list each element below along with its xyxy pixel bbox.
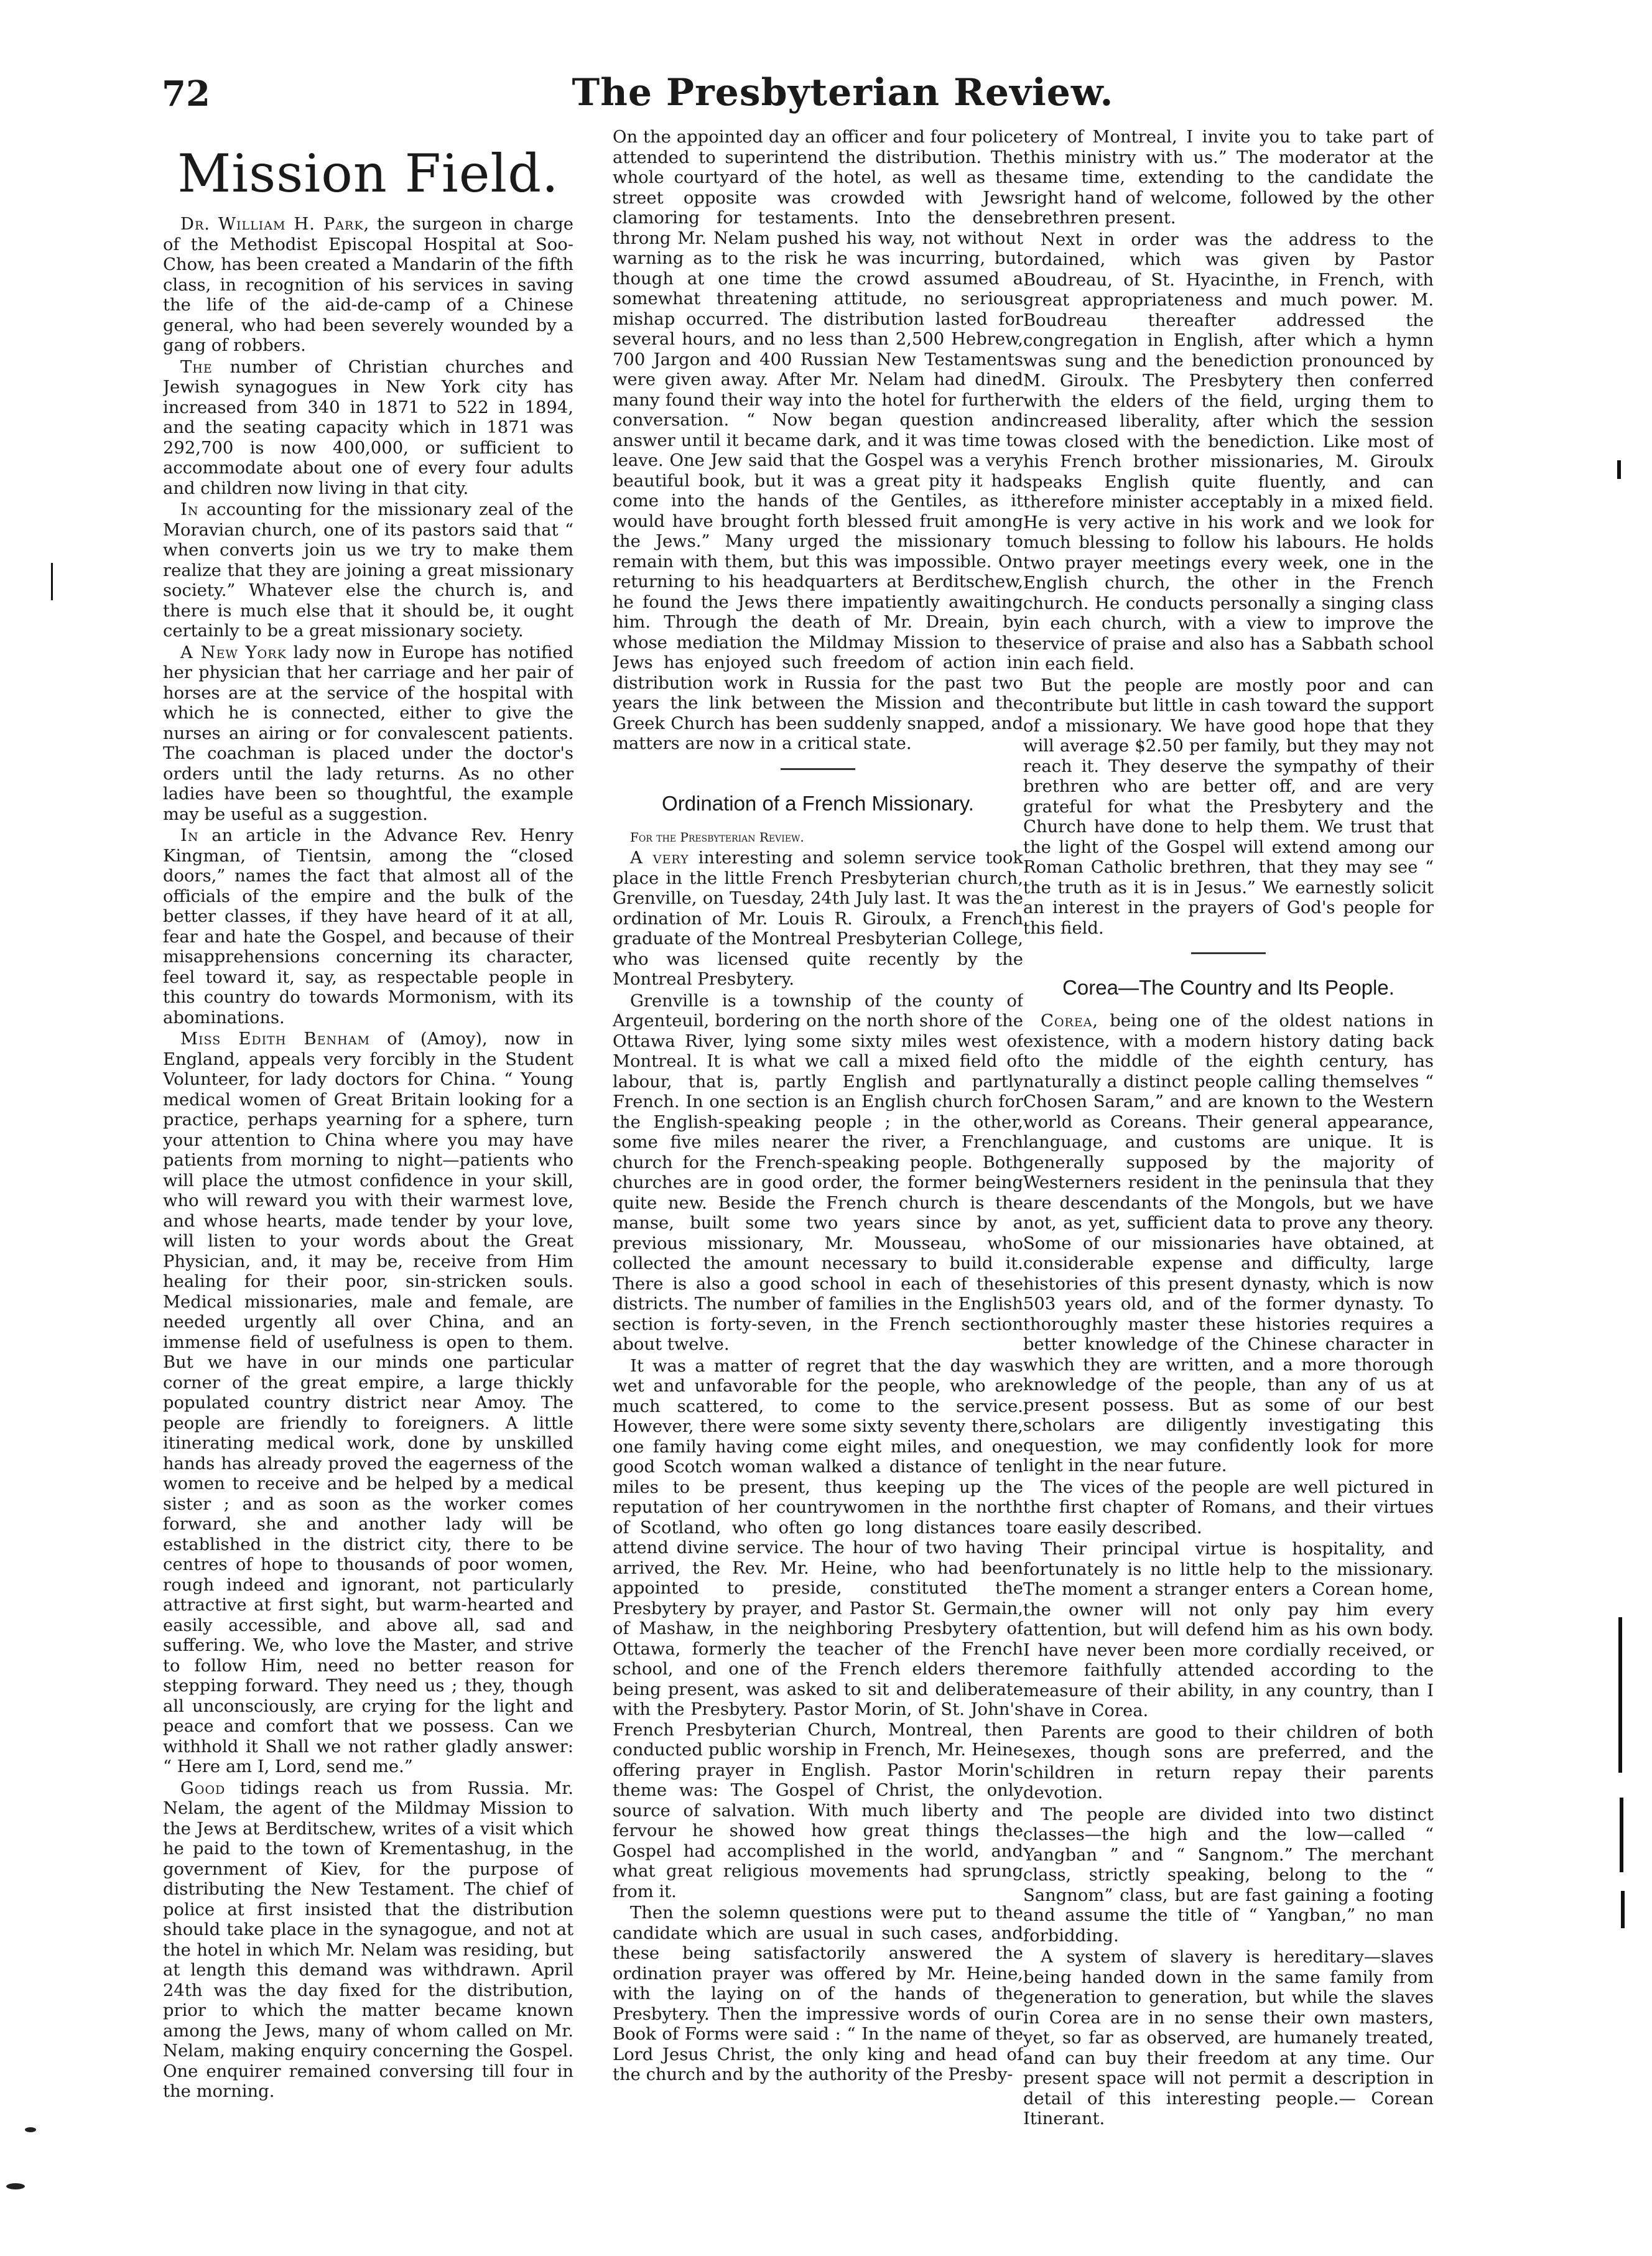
paragraph: The vices of the people are well pictured in the first chapter of Romans, and their virtues are easily described. <box>1023 1477 1434 1538</box>
column-1 <box>163 128 573 2180</box>
section-title-mission-field: Mission Field. <box>177 143 559 204</box>
scan-speck <box>25 2127 36 2132</box>
paragraph <box>163 215 573 356</box>
article-heading-corea: Corea—The Country and Its People. <box>1062 976 1394 999</box>
paragraph <box>163 358 573 499</box>
lead-in: Dr. William H. Park, <box>180 215 370 234</box>
lead-in: In <box>180 826 199 845</box>
lead-in: Corea, <box>1041 1011 1099 1031</box>
paragraph: Next in order was the address to the ordained, which was given by Pastor Boudreau, of St. Hyacinthe, in French, with great appropriateness and much power. M. Boudreau thereafter addressed the congregation in English, after which a hymn was sung and the benediction pronounced by M. Giroulx. The Presbytery then conferred with the elders of the field, urging them to increased liberality, after which the session was closed with the benediction. Like most of his French brother missionaries, M. Giroulx speaks English quite fluently, and can therefore minister acceptably in a mixed field. He is very active in his work and we look for much blessing to follow his labours. He holds two prayer meetings every week, one in the English church, the other in the French church. He conducts personally a singing class in each church, with a view to improve the service of praise and also has a Sabbath school in each field. <box>1023 230 1434 674</box>
column-2 <box>613 128 1023 2180</box>
paragraph: It was a matter of regret that the day was wet and unfavorable for the people, who are much scattered, to come to the service. However, there were some sixty seventy there, one family having come eight miles, and one good Scotch woman walked a distance of ten miles to be present, thus keeping up the reputation of her countrywomen in the north of Scotland, who often go long distances to attend divine service. The hour of two having arrived, the Rev. Mr. Heine, who had been appointed to preside, constituted the Presbytery by prayer, and Pastor St. Germain, of Mashaw, in the neighboring Presbytery of Ottawa, formerly the teacher of the French school, and one of the French elders there being present, was asked to sit and deliberate with the Presbytery. Pastor Morin, of St. John's French Presbyterian Church, Montreal, then conducted public worship in French, Mr. Heine offering prayer in English. Pastor Morin's theme was: The Gospel of Christ, the only source of salvation. With much liberty and fervour he showed how great things the Gospel had accomplished in the world, and what great religious movements had sprung from it. <box>613 1356 1023 1901</box>
scan-edge-mark <box>1617 460 1621 479</box>
paragraph-text: the surgeon in charge of the Methodist Episcopal Hospital at Soo-Chow, has been created a Mandarin of the fifth class, in recognition of his services in saving the life of the aid-de-camp of a Chinese general, who had been severely wounded by a gang of robbers. <box>163 215 573 355</box>
paragraph: Grenville is a township of the county of Argenteuil, bordering on the north shore of the Ottawa River, lying some sixty miles west of Montreal. It is what we call a mixed field of labour, that is, partly English and partly French. In one section is an English church for the English-speaking people ; in the other, some five miles nearer the river, a French church for the French-speaking people. Both churches are in good order, the former being quite new. Beside the French church is the manse, built some two years since by a previous missionary, Mr. Mousseau, who collected the amount necessary to build it. There is also a good school in each of these districts. The number of families in the English section is forty-seven, in the French section about twelve. <box>613 991 1023 1354</box>
paragraph: tery of Montreal, I invite you to take part of this ministry with us.” The moderator at the same time, extending to the candidate the right hand of welcome, followed by the other brethren present. <box>1023 128 1434 228</box>
paragraph-text: interesting and solemn service took place in the little French Presbyterian church, Grenville, on Tuesday, 24th July last. It was the ordination of Mr. Louis R. Giroulx, a French graduate of the Montreal Presbyterian College, who was licensed quite recently by the Montreal Presbytery. <box>613 848 1023 989</box>
lead-in: The <box>180 357 213 377</box>
scan-edge-mark <box>1621 1891 1625 1928</box>
paragraph <box>1023 1011 1434 1477</box>
lead-in: Good <box>180 1778 226 1798</box>
paragraph-text: being one of the oldest nations in existence, with a modern history dating back to the middle of the eighth century, has naturally a distinct people calling themselves “ Chosen Saram,” and are known to the Western world as Coreans. Their general appearance, language, and customs are unique. It is generally supposed by the majority of Westerners resident in the peninsula that they are descendants of the Mongols, but we have not, as yet, sufficient data to prove any theory. Some of our missionaries have obtained, at considerable expense and difficulty, large histories of this present dynasty, which is now 503 years old, and of the former dynasty. To thoroughly master these histories requires a better knowledge of the Chinese character in which they are written, and a more thorough knowledge of the people, than any of us at present possess. But as some of our best scholars are diligently investigating this question, we may confidently look for more light in the near future. <box>1023 1011 1434 1475</box>
paragraph <box>1023 1947 1434 2130</box>
scan-edge-mark <box>51 563 53 600</box>
paragraph <box>163 826 573 1028</box>
scan-edge-mark <box>1620 1798 1623 1872</box>
paragraph <box>613 848 1023 990</box>
lead-in: A New York <box>180 643 287 662</box>
paragraph-text: tidings reach us from Russia. Mr. Nelam, the agent of the Mildmay Mission to the Jews at Berditschew, writes of a visit which he paid to the town of Krementashug, in the government of Kiev, for the purpose of distributing the New Testament. The chief of police at first insisted that the distribution should take place in the synagogue, and not at the hotel in which Mr. Nelam was residing, but at length this demand was withdrawn. April 24th was the day fixed for the distribution, prior to which the matter became known among the Jews, many of whom called on Mr. Nelam, making enquiry concerning the Gospel. One enquirer remained conversing till four in the morning. <box>163 1778 573 2101</box>
paragraph-text: accounting for the missionary zeal of the Moravian church, one of its pastors said that “ when converts join us we try to make them realize that they are joining a great missionary society.” Whatever else the church is, and there is much else that it should be, it ought certainly to be a great missionary society. <box>163 500 573 641</box>
paragraph <box>163 643 573 825</box>
paragraph-text: lady now in Europe has notified her physician that her carriage and her pair of horses are at the service of the hospital with which he is connected, either to give the nurses an airing or for convalescent patients. The coachman is placed under the doctor's orders until the lady returns. As no other ladies have been so thoughtful, the example may be useful as a suggestion. <box>163 643 573 824</box>
paragraph <box>163 1779 573 2102</box>
lead-in: Miss Edith Benham <box>180 1029 370 1049</box>
scan-edge-mark <box>1618 1617 1622 1773</box>
signature: Corean Itinerant. <box>1023 2089 1434 2128</box>
article-heading-ordination: Ordination of a French Missionary. <box>662 791 974 815</box>
paragraph: Parents are good to their children of both sexes, though sons are preferred, and the children in return repay their parents devotion. <box>1023 1722 1434 1803</box>
paragraph: The people are divided into two distinct classes—the high and the low—called “ Yangban ” and “ Sangnom.” The merchant class, strictly speaking, belong to the “ Sangnom” class, but are fast gaining a footing and assume the title of “ Yangban,” no man forbidding. <box>1023 1804 1434 1946</box>
paragraph-text: of (Amoy), now in England, appeals very forcibly in the Student Volunteer, for lady doctors for China. “ Young medical women of Great Britain looking for a practice, perhaps yearning for a sphere, turn your attention to China where you may have patients from morning to night—patients who will place the utmost confidence in your skill, who will reward you with their warmest love, and whose hearts, made tender by your love, will listen to your words about the Great Physician, and, it may be, receive from Him healing for their poor, sin-stricken souls. Medical missionaries, male and female, are needed urgently all over China, and an immense field of usefulness is open to them. But we have in our minds one particular corner of the great empire, a large thickly populated country district near Amoy. The people are friendly to foreigners. A little itinerating medical work, done by unskilled hands has already proved the eagerness of the women to receive and be helped by a medical sister ; and as soon as the worker comes forward, she and another lady will be established in the district city, there to be centres of hope to thousands of poor women, rough indeed and ignorant, not particularly attractive at first sight, but warm-hearted and easily accessible, and above all, sad and suffering. We, who love the Master, and strive to follow Him, need no better reason for stepping forward. They need us ; they, though all unconsciously, are crying for the light and peace and comfort that we possess. Can we withhold it Shall we not rather gladly answer: “ Here am I, Lord, send me.” <box>163 1029 573 1776</box>
scan-speck <box>6 2183 25 2189</box>
paragraph-text: A system of slavery is hereditary—slaves being handed down in the same family from generation to generation, but while the slaves in Corea are in no sense their own masters, yet, so far as observed, are humanely treated, and can buy their freedom at any time. Our present space will not permit a description in detail of this interesting people.— <box>1023 1947 1434 2109</box>
paragraph-text: number of Christian churches and Jewish synagogues in New York city has increased from 340 in 1871 to 522 in 1894, and the seating capacity which in 1871 was 292,700 is now 400,000, or sufficient to accommodate about one of every four adults and children now living in that city. <box>163 357 573 498</box>
page-header <box>162 73 1524 129</box>
paragraph: On the appointed day an officer and four police attended to superintend the distribution. The whole courtyard of the hotel, as well as the street opposite was crowded with Jews clamoring for testaments. Into the dense throng Mr. Nelam pushed his way, not without warning as to the risk he was incurring, but though at one time the crowd assumed a somewhat threatening attitude, no serious mishap occurred. The distribution lasted for several hours, and no less than 2,500 Hebrew, 700 Jargon and 400 Russian New Testaments were given away. After Mr. Nelam had dined many found their way into the hotel for further conversation. “ Now began question and answer until it became dark, and it was time to leave. One Jew said that the Gospel was a very beautiful book, but it was a great pity it had come into the hands of the Gentiles, as it would have brought forth blessed fruit among the Jews.” Many urged the missionary to remain with them, but this was impossible. On returning to his headquarters at Berditschew, he found the Jews there impatiently awaiting him. Through the death of Mr. Dreain, by whose mediation the Mildmay Mission to the Jews has enjoyed such freedom of action in distribution work in Russia for the past two years the link between the Mission and the Greek Church has been suddenly snapped, and matters are now in a critical state. <box>613 128 1023 753</box>
paragraph <box>163 1029 573 1778</box>
lead-in: In <box>180 500 199 519</box>
byline: For the Presbyterian Review. <box>630 829 804 845</box>
paragraph: Their principal virtue is hospitality, and fortunately is no little help to the missionary. The moment a stranger enters a Corean home, the owner will not only pay him every attention, but will defend him as his own body. I have never been more cordially received, or more faithfully attended according to the measure of their ability, in any country, than I have in Corea. <box>1023 1539 1434 1720</box>
paragraph <box>163 500 573 642</box>
page-number: 72 <box>162 73 210 114</box>
paragraph-text: an article in the Advance Rev. Henry Kingman, of Tientsin, among the “closed doors,” names the fact that almost all of the officials of the empire and the bulk of the better classes, if they have heard of it at all, fear and hate the Gospel, and because of their misapprehensions concerning its character, feel toward it, say, as respectable people in this country do towards Mormonism, with its abominations. <box>163 826 573 1028</box>
section-divider <box>781 768 855 770</box>
column-3 <box>1023 128 1434 2180</box>
running-title: The Presbyterian Review. <box>572 71 1114 114</box>
section-divider <box>1191 952 1266 954</box>
paragraph: But the people are mostly poor and can contribute but little in cash toward the support of a missionary. We have good hope that they will average $2.50 per family, but they may not reach it. They deserve the sympathy of their brethren who are better off, and are very grateful for what the Presbytery and the Church have done to help them. We trust that the light of the Gospel will extend among our Roman Catholic brethren, that they may see “ the truth as it is in Jesus.” We earnestly solicit an interest in the prayers of God's people for this field. <box>1023 675 1434 938</box>
paragraph: Then the solemn questions were put to the candidate which are usual in such cases, and these being satisfactorily answered the ordination prayer was offered by Mr. Heine, with the laying on of the hands of the Presbytery. Then the impressive words of our Book of Forms were said : “ In the name of the Lord Jesus Christ, the only king and head of the church and by the authority of the Presby- <box>613 1903 1023 2084</box>
lead-in: A very <box>630 848 689 868</box>
